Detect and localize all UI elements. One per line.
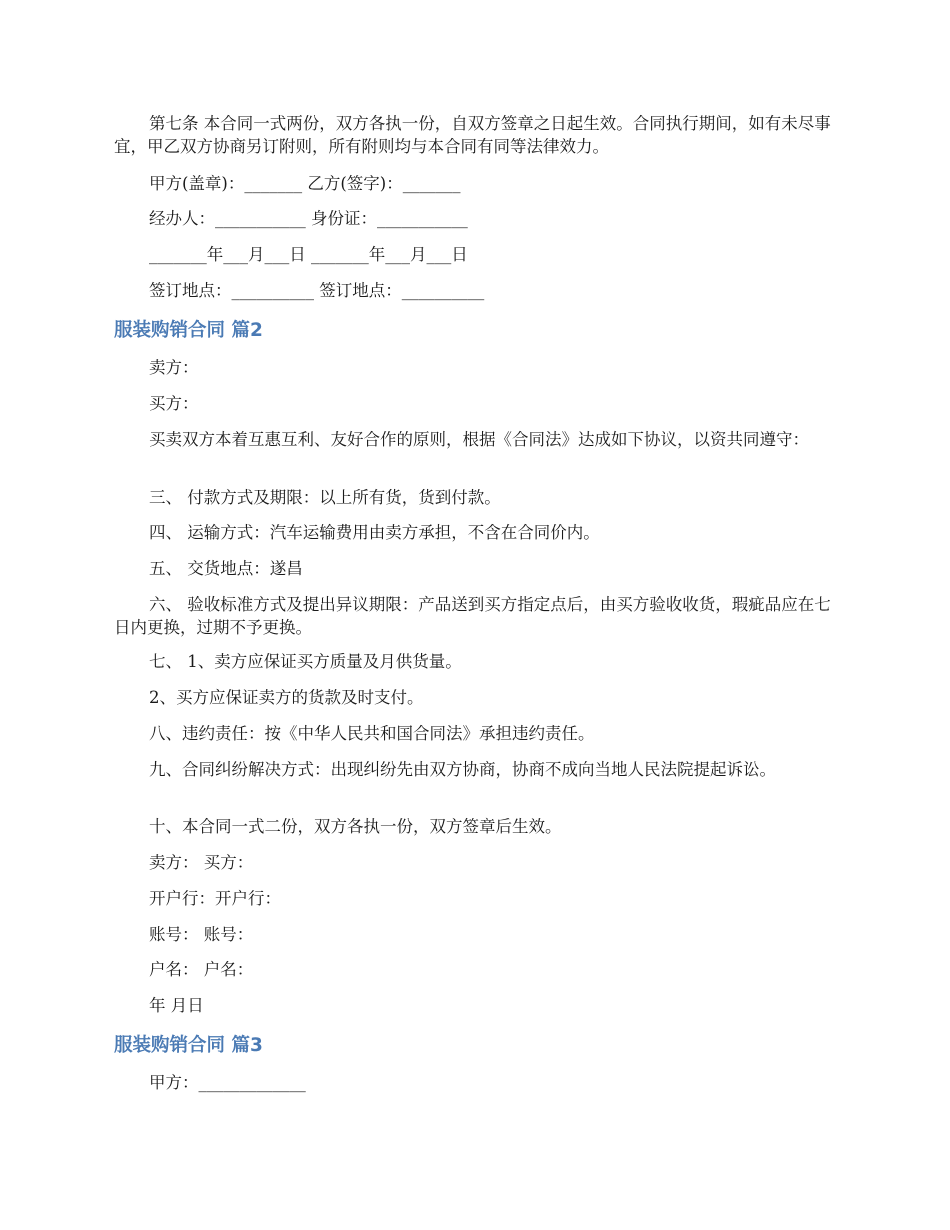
seller-line: 卖方： (149, 358, 199, 377)
item-7a: 七、 1、卖方应保证买方质量及月供货量。 (149, 652, 462, 671)
buyer-line: 买方： (149, 394, 199, 413)
item-8: 八、违约责任：按《中华人民共和国合同法》承担违约责任。 (149, 724, 595, 743)
signature-account: 账号： 账号： (149, 925, 254, 944)
signature-bank: 开户行：开户行： (149, 889, 281, 908)
item-9: 九、合同纠纷解决方式：出现纠纷先由双方协商，协商不成向当地人民法院提起诉讼。 (149, 760, 776, 779)
item-10: 十、本合同一式二份，双方各执一份，双方签章后生效。 (149, 817, 562, 836)
item-3: 三、 付款方式及期限：以上所有货，货到付款。 (149, 488, 501, 507)
agent-id-line: 经办人：___________ 身份证：___________ (149, 209, 468, 228)
item-4: 四、 运输方式：汽车运输费用由卖方承担，不含在合同价内。 (149, 523, 600, 542)
item-6: 六、 验收标准方式及提出异议期限：产品送到买方指定点后，由买方验收收货，瑕疵品应在七日内更换，过期不予更换。 (114, 595, 831, 637)
date-line: _______年___月___日 _______年___月___日 (149, 245, 468, 264)
intro-paragraph: 买卖双方本着互惠互利、友好合作的原则，根据《合同法》达成如下协议，以资共同遵守： (149, 430, 809, 449)
signature-parties-line: 甲方(盖章)：_______ 乙方(签字)：_______ (149, 174, 461, 193)
signature-name: 户名： 户名： (149, 960, 254, 979)
signing-place-line: 签订地点：__________ 签订地点：__________ (149, 281, 485, 300)
item-7b: 2、买方应保证卖方的货款及时支付。 (149, 688, 424, 707)
section-heading-2: 服装购销合同 篇2 (114, 320, 263, 341)
signature-parties: 卖方： 买方： (149, 853, 254, 872)
party-a-line: 甲方：_____________ (149, 1073, 306, 1092)
clause-7: 第七条 本合同一式两份，双方各执一份，自双方签章之日起生效。合同执行期间，如有未尽事宜，甲乙双方协商另订附则，所有附则均与本合同有同等法律效力。 (114, 114, 831, 156)
section-heading-3: 服装购销合同 篇3 (114, 1035, 263, 1056)
item-5: 五、 交货地点：遂昌 (149, 559, 303, 578)
signature-date: 年 月日 (149, 996, 204, 1015)
